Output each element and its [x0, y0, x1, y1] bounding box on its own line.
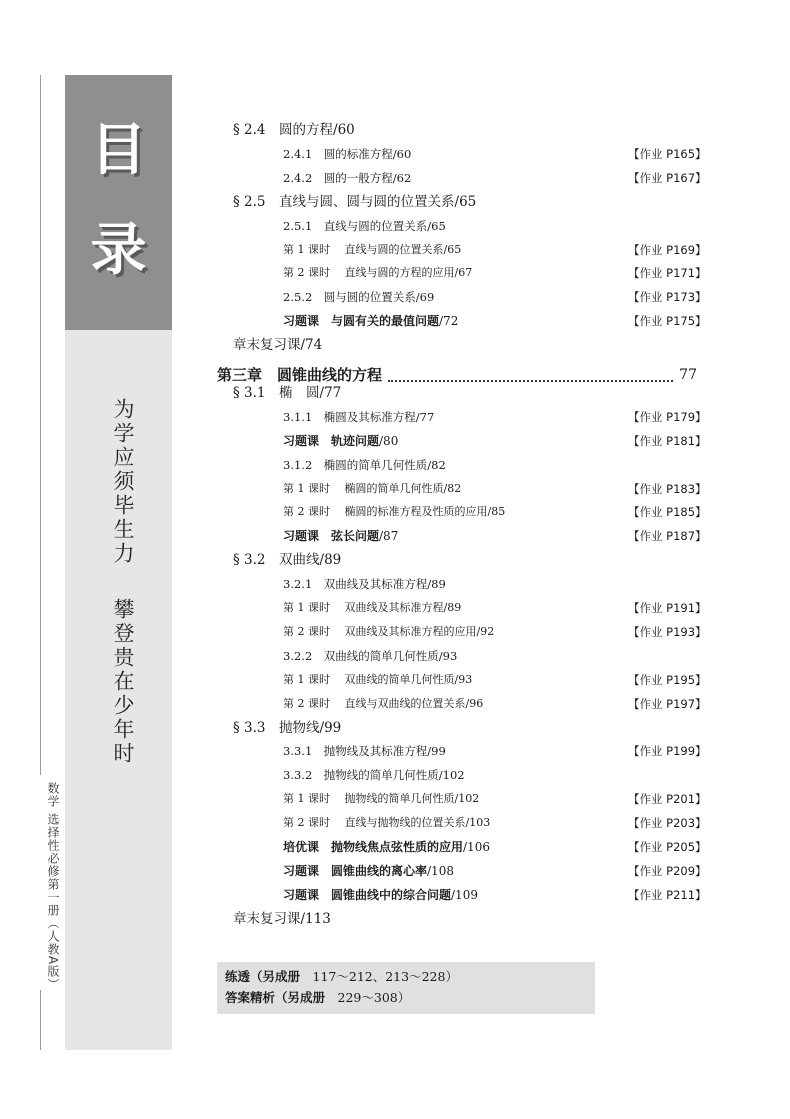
supplement-line-answers [225, 988, 410, 1008]
homework-ref: 【作业 P183】 [628, 482, 707, 496]
toc-entry-lesson[interactable] [283, 479, 461, 499]
toc-entry-sec[interactable] [233, 550, 341, 570]
homework-ref: 【作业 P175】 [628, 314, 707, 328]
homework-ref: 【作业 P167】 [628, 171, 707, 185]
toc-entry-page: /108 [427, 864, 454, 878]
toc-entry-page: /103 [465, 816, 491, 829]
toc-entry-sub[interactable] [283, 574, 446, 594]
motto-line-1: 为学应须毕生力 [111, 398, 135, 566]
toc-entry-page: /102 [454, 792, 480, 805]
toc-entry-page: /82 [443, 482, 462, 495]
left-rule-bottom [40, 990, 41, 1050]
toc-entry-label: 第 2 课时 直线与抛物线的位置关系 [283, 816, 466, 829]
title-char-mu: 目 [90, 118, 147, 183]
homework-ref: 【作业 P165】 [628, 147, 707, 161]
toc-entry-page: /74 [300, 337, 323, 353]
toc-entry-page: /96 [465, 697, 484, 710]
toc-entry-label: 第 2 课时 双曲线及其标准方程的应用 [283, 625, 477, 638]
toc-entry-page: /60 [392, 147, 412, 161]
supplement-answers-label: 答案精析（另成册 [225, 990, 326, 1005]
toc-entry-review[interactable] [233, 909, 331, 929]
toc-entry-page: /77 [415, 410, 435, 424]
toc-entry-page: /80 [379, 434, 399, 448]
toc-entry-page: /106 [463, 840, 490, 854]
toc-entry-page: /89 [319, 552, 342, 568]
toc-entry-label: 3.3.1 抛物线及其标准方程 [283, 744, 428, 758]
toc-entry-page: /89 [427, 577, 446, 591]
chapter-title: 第三章 圆锥曲线的方程 [217, 366, 383, 384]
toc-entry-label: 第 1 课时 双曲线及其标准方程 [283, 601, 444, 614]
toc-entry-label: 第 2 课时 直线与双曲线的位置关系 [283, 697, 466, 710]
toc-entry-label: 3.2.1 双曲线及其标准方程 [283, 577, 428, 591]
toc-entry-label: 第 1 课时 直线与圆的位置关系 [283, 243, 444, 256]
toc-entry-page: /99 [427, 744, 446, 758]
toc-entry-page: /60 [333, 122, 355, 138]
toc-entry-page: /62 [392, 171, 412, 185]
toc-entry-page: /93 [438, 649, 458, 663]
toc-entry-sub[interactable] [283, 646, 457, 666]
toc-entry-label: § 3.3 抛物线 [233, 720, 320, 736]
toc-entry-label: § 3.2 双曲线 [233, 552, 320, 568]
toc-title-block [65, 75, 172, 330]
toc-entry-label: 习题课 轨迹问题 [283, 434, 380, 448]
toc-entry-label: 3.1.1 椭圆及其标准方程 [283, 410, 416, 424]
toc-entry-bold-item[interactable] [283, 311, 458, 331]
homework-ref: 【作业 P195】 [628, 673, 707, 687]
title-char-lu: 录 [90, 218, 147, 283]
supplement-box [217, 962, 595, 1014]
toc-entry-sub[interactable] [283, 216, 446, 236]
toc-entry-bold-item[interactable] [283, 431, 398, 451]
toc-entry-sec[interactable] [233, 383, 341, 403]
toc-entry-page: /82 [427, 458, 446, 472]
toc-entry-lesson[interactable] [283, 622, 494, 642]
toc-entry-bold-item[interactable] [283, 885, 478, 905]
homework-ref: 【作业 P193】 [628, 625, 707, 639]
leader-dots [388, 368, 673, 382]
toc-entry-label: 第 1 课时 双曲线的简单几何性质 [283, 673, 455, 686]
toc-entry-page: /85 [487, 505, 506, 518]
toc-entry-lesson[interactable] [283, 694, 483, 714]
toc-entry-page: /65 [454, 194, 477, 210]
toc-entry-label: 3.2.2 双曲线的简单几何性质 [283, 649, 439, 663]
toc-entry-bold-item[interactable] [283, 526, 398, 546]
toc-entry-review[interactable] [233, 335, 322, 355]
toc-entry-page: /93 [454, 673, 473, 686]
toc-entry-sec[interactable] [233, 192, 476, 212]
toc-entry-page: /65 [427, 219, 446, 233]
toc-entry-label: 习题课 圆锥曲线中的综合问题 [283, 888, 452, 902]
toc-entry-label: 第 1 课时 椭圆的简单几何性质 [283, 482, 444, 495]
toc-entry-lesson[interactable] [283, 598, 461, 618]
homework-ref: 【作业 P187】 [628, 529, 707, 543]
homework-ref: 【作业 P211】 [628, 888, 707, 902]
toc-entry-label: 习题课 弦长问题 [283, 529, 380, 543]
toc-entry-sec[interactable] [233, 120, 355, 140]
supplement-line-practice [225, 967, 458, 987]
toc-entry-label: 第 2 课时 直线与圆的方程的应用 [283, 266, 455, 279]
homework-ref: 【作业 P179】 [628, 410, 707, 424]
supplement-practice-pages: 117～212、213～228） [300, 969, 458, 984]
toc-entry-label: 第 2 课时 椭圆的标准方程及性质的应用 [283, 505, 488, 518]
toc-entry-page: /109 [451, 888, 478, 902]
toc-entry-bold-item[interactable] [283, 861, 454, 881]
toc-entry-lesson[interactable] [283, 502, 505, 522]
toc-entry-label: § 2.5 直线与圆、圆与圆的位置关系 [233, 194, 455, 210]
toc-entry-label: 2.5.2 圆与圆的位置关系 [283, 290, 416, 304]
toc-entry-page: /102 [438, 768, 465, 782]
toc-entry-page: /67 [454, 266, 473, 279]
motto-line-2: 攀登贵在少年时 [111, 598, 135, 766]
toc-entry-label: 2.5.1 直线与圆的位置关系 [283, 219, 428, 233]
homework-ref: 【作业 P171】 [628, 266, 707, 280]
toc-entry-label: 2.4.2 圆的一般方程 [283, 171, 393, 185]
homework-ref: 【作业 P199】 [628, 744, 707, 758]
homework-ref: 【作业 P205】 [628, 840, 707, 854]
toc-entry-lesson[interactable] [283, 263, 472, 283]
toc-entry-label: 培优课 抛物线焦点弦性质的应用 [283, 840, 464, 854]
homework-ref: 【作业 P173】 [628, 290, 707, 304]
toc-entry-page: /92 [476, 625, 495, 638]
toc-entry-label: 章末复习课 [233, 337, 301, 353]
toc-entry-sub[interactable] [283, 144, 411, 164]
homework-ref: 【作业 P169】 [628, 243, 707, 257]
supplement-practice-label: 练透（另成册 [225, 969, 301, 984]
toc-entry-page: /72 [439, 314, 459, 328]
toc-entry-label: 3.3.2 抛物线的简单几何性质 [283, 768, 439, 782]
toc-entry-label: 第 1 课时 抛物线的简单几何性质 [283, 792, 455, 805]
toc-entry-sec[interactable] [233, 718, 341, 738]
toc-entry-page: /89 [443, 601, 462, 614]
toc-entry-label: 习题课 与圆有关的最值问题 [283, 314, 440, 328]
toc-entry-sub[interactable] [283, 455, 446, 475]
toc-entry-sub[interactable] [283, 765, 465, 785]
toc-entry-sub[interactable] [283, 407, 434, 427]
toc-entry-label: § 2.4 圆的方程 [233, 122, 334, 138]
toc-entry-page: /99 [319, 720, 342, 736]
toc-entry-label: § 3.1 椭 圆 [233, 385, 320, 401]
toc-entry-label: 习题课 圆锥曲线的离心率 [283, 864, 428, 878]
toc-entry-sub[interactable] [283, 741, 446, 761]
toc-entry-lesson[interactable] [283, 813, 490, 833]
homework-ref: 【作业 P191】 [628, 601, 707, 615]
homework-ref: 【作业 P209】 [628, 864, 707, 878]
toc-entry-page: /69 [415, 290, 435, 304]
toc-entry-page: /113 [300, 911, 331, 927]
toc-entry-lesson[interactable] [283, 240, 461, 260]
supplement-answers-pages: 229～308） [325, 990, 411, 1005]
homework-ref: 【作业 P201】 [628, 792, 707, 806]
toc-entry-page: /77 [319, 385, 342, 401]
left-rule-top [40, 75, 41, 775]
toc-entry-sub[interactable] [283, 287, 434, 307]
toc-entry-lesson[interactable] [283, 670, 472, 690]
toc-entry-label: 2.4.1 圆的标准方程 [283, 147, 393, 161]
toc-entry-lesson[interactable] [283, 789, 479, 809]
homework-ref: 【作业 P203】 [628, 816, 707, 830]
toc-entry-page: /65 [443, 243, 462, 256]
toc-entry-bold-item[interactable] [283, 837, 490, 857]
toc-entry-label: 3.1.2 椭圆的简单几何性质 [283, 458, 428, 472]
book-info: 数学 选择性必修第一册（人教A版） [46, 782, 60, 992]
toc-entry-page: /87 [379, 529, 399, 543]
homework-ref: 【作业 P185】 [628, 505, 707, 519]
toc-entry-sub[interactable] [283, 168, 411, 188]
homework-ref: 【作业 P197】 [628, 697, 707, 711]
toc-entry-label: 章末复习课 [233, 911, 301, 927]
chapter-page: 77 [679, 367, 697, 383]
homework-ref: 【作业 P181】 [628, 434, 707, 448]
